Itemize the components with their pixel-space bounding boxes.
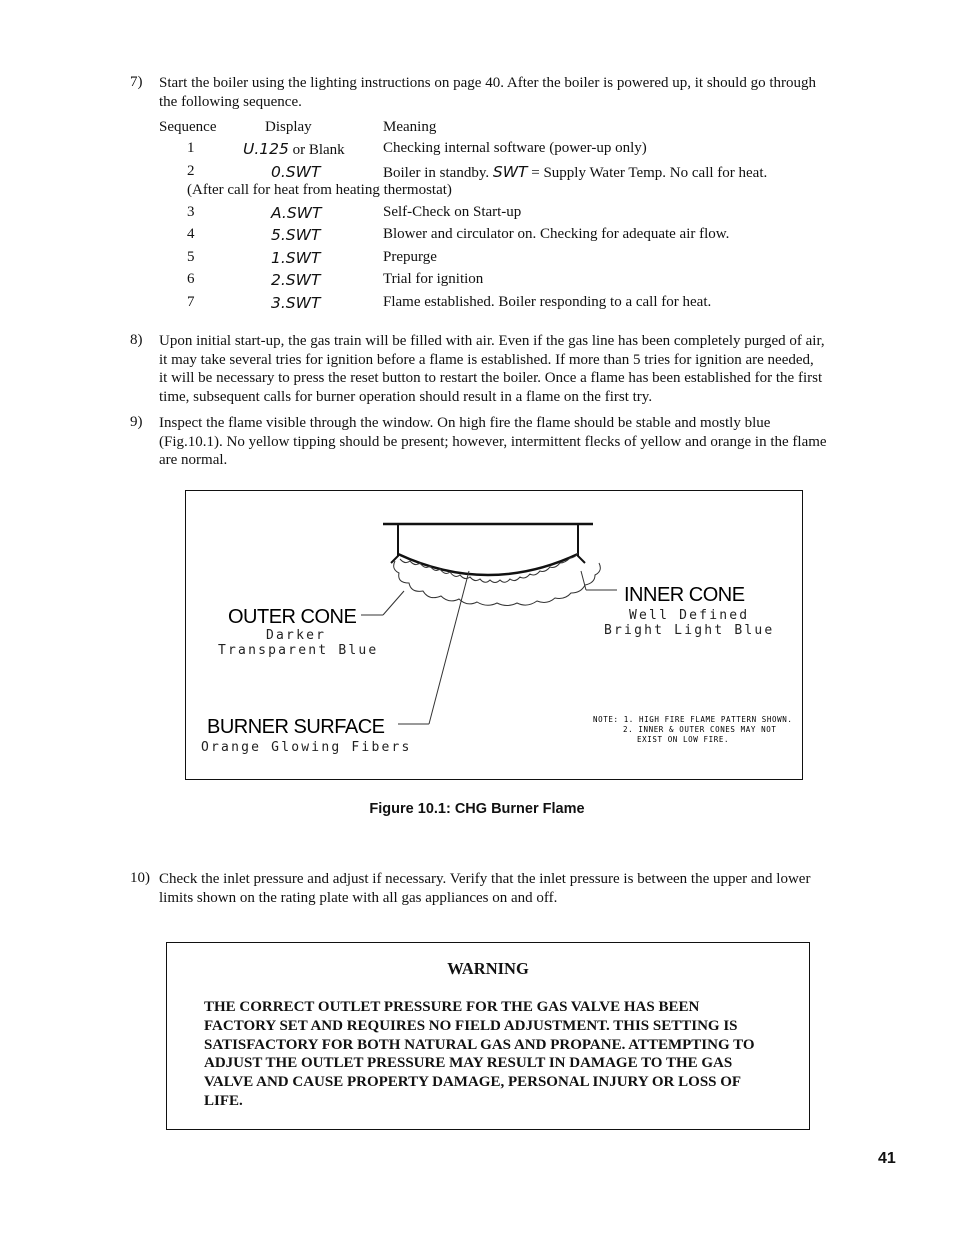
step8-line: it may take several tries for ignition before a flame is established. If more than 5 tries for ignition are needed, (159, 351, 814, 368)
warning-line: VALVE AND CAUSE PROPERTY DAMAGE, PERSONAL INJURY OR LOSS OF (204, 1074, 742, 1091)
call-note-text: (After call for heat from heating thermostat) (187, 182, 452, 198)
burner-surface-leader (429, 571, 469, 724)
step9-number: 9) (130, 414, 143, 430)
burner-surface-curve (398, 554, 578, 575)
step8-line: time, subsequent calls for burner operation should result in a flame on the first try. (159, 388, 653, 405)
sequence-number: 6 (187, 271, 195, 287)
sequence-number: 4 (187, 226, 195, 242)
sequence-number: 5 (187, 249, 195, 265)
figure-note-3: EXIST ON LOW FIRE. (637, 735, 730, 744)
outer-cone-desc-2: Transparent Blue (218, 643, 379, 658)
step7-text (159, 74, 859, 111)
burner-right-wall (578, 524, 585, 563)
sequence-row (159, 226, 859, 246)
page-number: 41 (878, 1150, 896, 1167)
display-code: 2.SWT (271, 271, 321, 289)
sequence-meaning: Trial for ignition (383, 271, 484, 287)
burner-left-wall (391, 524, 398, 563)
figure-caption: Figure 10.1: CHG Burner Flame (369, 801, 585, 817)
display-code: 0.SWT (271, 163, 321, 181)
step8-text (159, 332, 859, 406)
step7-line2: the following sequence. (159, 93, 302, 110)
sequence-number: 1 (187, 140, 195, 156)
step8-number: 8) (130, 332, 143, 348)
display-code: 1.SWT (271, 249, 321, 267)
sequence-row (159, 163, 859, 183)
sequence-row (159, 294, 859, 314)
warning-line: LIFE. (204, 1092, 243, 1109)
outer-cone-desc-1: Darker (266, 628, 327, 643)
sequence-row (159, 249, 859, 269)
sequence-meaning: Self-Check on Start-up (383, 204, 522, 220)
step10-text (159, 870, 859, 907)
meaning-pre: Boiler in standby. (383, 165, 493, 181)
sequence-meaning: Prepurge (383, 249, 437, 265)
call-for-heat-note (159, 182, 859, 202)
sequence-number: 2 (187, 163, 195, 179)
figure-note-2: 2. INNER & OUTER CONES MAY NOT (623, 725, 777, 734)
step7-line1: Start the boiler using the lighting instructions on page 40. After the boiler is powered up, it should go through (159, 75, 816, 91)
step9-line: (Fig.10.1). No yellow tipping should be present; however, intermittent flecks of yellow and orange in the flame (159, 433, 827, 450)
display-code: A.SWT (271, 204, 322, 222)
warning-text (204, 998, 794, 1111)
step10-line: limits shown on the rating plate with all gas appliances on and off. (159, 889, 558, 906)
inner-cone-desc-1: Well Defined (629, 608, 750, 623)
step7-number: 7) (130, 74, 143, 90)
display-code: 5.SWT (271, 226, 321, 244)
burner-flame-diagram (186, 491, 801, 778)
display-value (243, 140, 345, 159)
warning-line: SATISFACTORY FOR BOTH NATURAL GAS AND PROPANE. ATTEMPTING TO (204, 1036, 755, 1053)
outer-cone-label: OUTER CONE (228, 606, 357, 628)
warning-line: THE CORRECT OUTLET PRESSURE FOR THE GAS VALVE HAS BEEN (204, 999, 700, 1015)
sequence-number: 3 (187, 204, 195, 220)
sequence-row (159, 204, 859, 224)
sequence-row (159, 271, 859, 291)
inner-cone-desc-2: Bright Light Blue (604, 623, 775, 638)
figure-note-1: NOTE: 1. HIGH FIRE FLAME PATTERN SHOWN. (593, 715, 793, 724)
display-code: 3.SWT (271, 294, 321, 312)
display-suffix: or Blank (288, 142, 345, 158)
step8-line: it will be necessary to press the reset button to restart the boiler. Once a flame has been established for the first (159, 370, 823, 387)
step10-line: Check the inlet pressure and adjust if necessary. Verify that the inlet pressure is between the upper and lower (159, 871, 811, 887)
burner-surface-label: BURNER SURFACE (207, 716, 385, 738)
sequence-meaning: Blower and circulator on. Checking for adequate air flow. (383, 226, 730, 242)
display-code: U.125 (243, 140, 289, 158)
warning-line: ADJUST THE OUTLET PRESSURE MAY RESULT IN DAMAGE TO THE GAS (204, 1055, 733, 1072)
warning-line: FACTORY SET AND REQUIRES NO FIELD ADJUSTMENT. THIS SETTING IS (204, 1017, 738, 1034)
header-display: Display (265, 119, 312, 135)
header-meaning: Meaning (383, 119, 437, 135)
step8-line: Upon initial start-up, the gas train will be filled with air. Even if the gas line has been completely purged of air, (159, 333, 825, 349)
step9-text (159, 414, 859, 470)
outer-cone-leader (383, 591, 404, 615)
warning-title: WARNING (447, 959, 529, 978)
sequence-row (159, 140, 859, 160)
step9-line: are normal. (159, 452, 228, 469)
burner-flame-figure (185, 490, 803, 780)
warning-box (166, 942, 810, 1130)
sequence-meaning (383, 163, 767, 182)
header-sequence: Sequence (159, 119, 217, 135)
sequence-meaning: Flame established. Boiler responding to a call for heat. (383, 294, 712, 310)
meaning-swt: SWT (492, 163, 528, 181)
step10-number: 10) (130, 870, 150, 886)
sequence-number: 7 (187, 294, 195, 310)
meaning-post: = Supply Water Temp. No call for heat. (527, 165, 768, 181)
step9-line: Inspect the flame visible through the window. On high fire the flame should be stable and mostly blue (159, 415, 771, 431)
sequence-table-header (159, 119, 859, 139)
sequence-meaning: Checking internal software (power-up only) (383, 140, 647, 156)
inner-cone-outline (400, 553, 578, 583)
burner-surface-desc: Orange Glowing Fibers (201, 740, 412, 755)
inner-cone-label: INNER CONE (624, 584, 745, 606)
outer-cone-outline (394, 561, 601, 606)
